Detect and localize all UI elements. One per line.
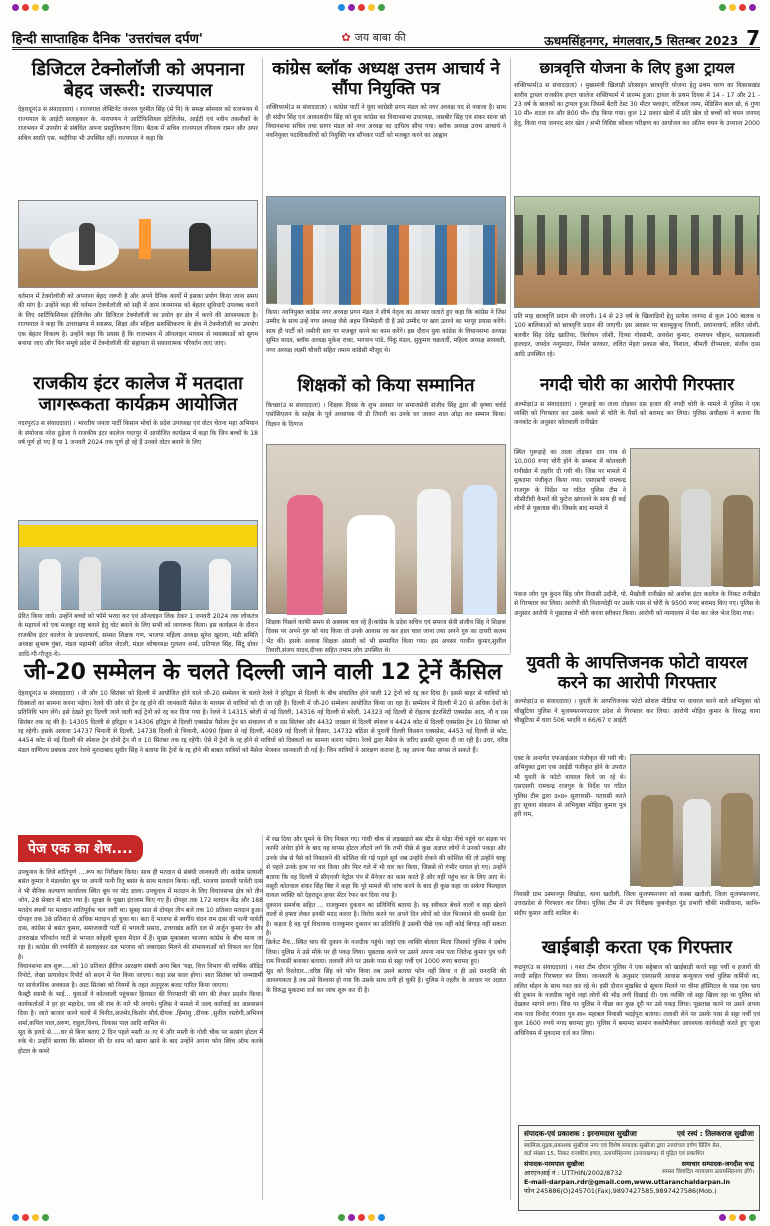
dateline-group: [544, 26, 760, 50]
color-dots-bottom-center: [338, 1214, 385, 1221]
article-forgery: [514, 938, 760, 1117]
contact-phone: फोन 245886(O)245701(Fax),9897427585,9897427586(Mob.): [524, 1187, 717, 1195]
article-body: शिक्षक पिछले काफी समय से अस्वस्थ चल रहे हैं।कांग्रेस के प्रदेश सचिव एवं समाज सेवी संजीव सिंह ने शिक्षक दिवस पर अपने गुरु को याद किया तो उनके आवास जा कर हाल चाल जाना तथा अपने गुरु का दायरी कलम भेंट की। इसके अलावा शिक्षक अंसारी को भी सम्मानित किया गया। इस अवसर परवीन कुमार,सुशील तिवारी,संजय यादव,दीपक सहित तमाम लोग उपस्थित थे।: [266, 619, 506, 655]
continued-from-page-one: [18, 835, 263, 1193]
article-body: अल्मोड़ा(उ स संवाददाता) । गुरूड़ाहे का ताला तोड़कर दस हजार की नगदी चोरी के मामले में पुलिस ने एक व्यक्ति को गिरफ्तार कर उसके कब्जे से चोरी के पैसों को बरामद कर लिया। पुलिस अधीक्षक ने बताया कि जनकोट के अनुसार कोतवाली रानीखेत: [514, 400, 760, 427]
article-body: किच्छा(उ स संवाददाता) । शिक्षक दिवस के शुभ अवसर पर समाजसेवी संजीव सिंह द्वारा श्री कृष्णा चर्चर्ड एसोसिएशन के साहेब के पूर्व अध्यापक पी डी तिवारी का उनके घर जाकर शाल ओढ़ा कर सम्मान किया। विज्ञान के दिग्गज: [266, 401, 506, 428]
sidebar-body: उपचुनाव के लिये शांतिपूर्ण ....रूप का निरीक्षण किया। साथ ही मतदान से संबंधी जानकारी ली। कांग्रेस प्रत्याशी बसंत कुमार ने मंडलसेरा बूथ पर अपनी पत्नी रितु बसंत के साथ मतदान किया। वहीं, भाजपा प्रत्याशी पार्वती दास ने भी सैनिक कल्याण कार्यालय स्थित बूथ पर वोट डाला। उपचुनाव में मतदान के लिए विधानसभा क्षेत्र को तीन जोन, 28 सेक्टर में बांटा गया है। सुरक्षा के पुख्ता इंतजाम किए गए हैं। दोपहर तक 172 मतदान केंद्र और 188 मतदेय स्थलों पर मतदान शांतिपूर्वक चल जारी था। सुबह सात से दोपहर तीन बजे तक 10 प्रतिशत मतदान हुआ। दोपहर तक 38 प्रतिशत से अधिक मतदान हो चुका था। बता दें भाजपा से स्वर्गीय चंदन राम दास की पत्नी पार्वती दास, कांग्रेस से बसंत कुमार, समाजवादी पार्टी से भगवती प्रसाद, उत्तराखंड क्रांति दल से अर्जुन कुमार देव और उत्तराखंड परिवर्तन पार्टी से भगवत कोहली चुनाव मैदान में हैं। मुख्य मुकाबला भाजपा कांग्रेस के बीच माना जा रहा है। कांग्रेस की रणनीति से सलाहकार दल भाजपा को जबरदस्त मिलने की संभावनाओं को विफल कर दिया है। विधानसभा सत्र शुरू.....को 10 प्रतिशत क्षैतिज आरक्षण संबंधी अन्य बिल 'यक्ष, वित्त विभाग की वार्षिक ऑडिट रिपोर्ट, लेखा प्रत्यावेदन रिपोर्ट को सदन में पेश किया जाएगा। कहा प्रश्न काल होगा। सात सितंबर को जन्माष्टमी पर सार्वजनिक अवकाश है। आठ सितंबर को नियमों के तहत अनुपूरक बजट पारित किया जाएगा। फैक्ट्री स्वामी के भाई... युवाओं ने कोतवाली पहुंचकर हिरासत की गिरफ्तारी की मांग की लेकर प्रदर्शन किया। कार्यकर्ताओं ने हर हर महादेव, जय श्री राम के नारे भी लगाये। पुलिस ने मामले में जल्द कार्रवाई का आश्वासन दिया है। जाते बाजार करने वालों में विनीत,अजमेर,किशोर मौर्य,दीपक ,हिमांशु ,दीपक ,सुनील रस्तोगी,अभिनव शर्मा,कपिल पाल,अरुण, राहुल,विनय, विकास पाल आदि शामिल थे। सूद के इरादे से.....घर से बिना बताए 2 दिन पहले मस्ती अाए थे और मस्ती के गोवी चौक पर सत्संग होटल में रुके थे। उन्होंने बताया कि सोमवार की देर शाम को खाना खाने के बाद उन्होंने अपना फोन स्विच ऑफ करके होटल के कमरे: [18, 869, 263, 1055]
section-rule: [18, 654, 510, 655]
editor-right: समाचार सम्पादक-जगदीश चन्द्र: [681, 1160, 754, 1168]
article-photo-case: [514, 654, 760, 747]
article-body: शक्तिफार्म(उ स संवाददाता) । कांग्रेस पार्टी ने युवा कांग्रेसी प्रगन मंडल को नगर अध्यक्ष पद से नवाजा है। साथ ही संदीप सिंह एवं आकाशदीप सिंह को युवा कांग्रेस का विधानसभा उपाध्यक्ष, जसबीर सिंह एवं शंकर साना को विधानसभा सचिव तथा सागर मंडल को नगर अध्यक्ष का दायित्व सौंपा गया। ब्लॉक अध्यक्ष उत्तम आचार्य ने नवनियुक्त पदाधिकारियों को नियुक्ति पत्र सौंपकर पार्टी को मजबूत करने का आह्वान: [266, 104, 506, 140]
motto-text: जय बाबा की: [354, 31, 406, 44]
article-body: निवासी ग्राम उस्मानपुर शिखोड़ा, थाना खतौली, जिला मुजफ्फरनगर को कस्बा खतौली, जिला मुजफ्फरनगर, उत्तरप्रदेश से गिरफ्तार कर लिया। पुलिस टीम में उप निरीक्षक कुबनोहत पुंड प्रभारी चौकी मासीधाना, कानि० संदीप कुमार आदि शामिल थे।: [514, 891, 760, 917]
contact-email: E-mail-darpan.rdr@gmail.com,www.uttaranchaldarpan.in: [524, 1178, 731, 1186]
headline: राजकीय इंटर कालेज में मतदाता जागरूकता कार्यक्रम आयोजित: [33, 373, 243, 415]
masthead: [12, 25, 760, 50]
dateline: ऊधमसिंहनगर, मंगलवार,5 सितम्बर 2023: [544, 33, 739, 48]
column-rule: [510, 690, 511, 1200]
police-arrest-photo: [630, 448, 760, 586]
headline: नगदी चोरी का आरोपी गिरफ्तार: [539, 375, 735, 395]
voter-program-photo: [18, 520, 258, 610]
owner-label: एवं रस्यं : तिलकराज सुखीजा: [676, 1129, 754, 1138]
imprint-header: [524, 1129, 754, 1141]
article-body: रूद्रपुर(उ स संवाददाता) । गश्त टीम दौरान पुलिस ने एक सट्टेबाज को खाईबाड़ी करते सट्टा पर्ची व हजारों की नगदी सहित गिरफ्तार कर लिया। जानकारी के अनुसार एसएसपी आवास कन्युवाज चर्चा पुलिस कर्मियों का, ललित मोहन के साथ गश्त कर रहे थे। इसी दौरान मुखबिर से सूचना मिलने पर चीमा हॉस्पिटल के पास एक चाय की दुकान के नजदीक पहुंचे जहां लोगों की भीड़ लगी दिखाई दी। एक व्यक्ति जो सट्टा खिला रहा था पुलिस को देखकर भागने लगा। जिस पर पुलिस ने पीछा कर कुछ दूरी पर उसे पकड़ लिया। पूछताछ करने पर उसने अपना नाम पता विनोद गंगवार पुत्र स्व० महाबल निवासी भदईपुरा बताया। तलाशी लेने पर उसके पास से सट्टा पर्ची एवं कुल 1600 रुपये नगद बरामद हुए। पुलिस ने बमामद सामान कब्जेमैलेकर आवश्यक कार्यवाही करते हुए जुआ अधिनियम में मुकदमा दर्ज कर लिया।: [514, 963, 760, 1037]
color-dots-bottom-right: [719, 1214, 756, 1221]
article-body: देहरादून(उ स संवाददाता) । राज्यपाल लेफ्टिनेंट जनरल गुरमीत सिंह (से नि) के समक्ष सोमवार को राजभवन में राज्यपाल के आईटी सलाहकार के. नारायणन ने आर्टिफिशियल इंटेलिजेंस, आईटी एवं नवीन तकनीकों के राजभवन में उपयोग से संबंधित अपना प्रस्तुतिकरण दिया। बैठक में सचिव राज्यपाल रविनाथ रामन और अपर सचिव स्वाति एस. भदौरिया भी उपस्थित रहीं। राज्यपाल ने कहा कि: [18, 106, 258, 142]
article-body: शक्तिफार्म(उ स संवाददाता) । मुख्यमंत्री खिलाड़ी प्रोत्साहन छात्रवृत्ति योजना हेतु प्रथम चरण का विकासखंड स्तरीय ट्रायल राजकीय इण्टर कालेज शक्तिफार्म में प्रारम्भ हुआ। ट्रायल के प्रथम दिवस में 14 - 17 और 21 - 23 वर्ष के बालकों का ट्रायल हुआ जिसमें बैटरी टेस्ट 30 मीटर फ्लाइंग, वर्टिकल जम्प, मेडिसिन बाल थ्रो, 6 गुणा 10 मी० शटल रन और 800 मी० दौड़ किया गया। कुल 12 प्रकार खेलों में प्रति खेल दो बच्चों को चयन जनपद हेतु, किया गया जनपद स्तर खेल / सभी विशिष्ट कौशल परीक्षण का आयोजन कर अंतिम चयन के उपरान्त 2000: [514, 82, 760, 127]
reg-row: [524, 1169, 754, 1178]
column-rule: [510, 58, 511, 654]
color-dots-right: [719, 4, 756, 11]
imprint-line: वार्ड संख्या 15, निकट राजकीय इण्टर, ऊधमसिंहनगर (उत्तराखण्ड) से मुद्रित एवं प्रकाशित: [524, 1150, 705, 1157]
headline: कांग्रेस ब्लॉक अध्यक्ष उत्तम आचार्य ने सौंपा नियुक्ति पत्र: [272, 59, 500, 99]
registration-number: आरएनआई नं : UTTHIN/2002/8732: [524, 1169, 623, 1177]
sports-trial-photo: [514, 196, 760, 308]
governor-meeting-photo: [18, 200, 258, 288]
article-body: स्थित गुरूड़ाहे का ताला तोड़कर दान पात्र से 10,000 रुपए चोरी होने के सम्बन्ध में कोतवाली रानीखेत में तहरीर दी गयी थी। जिस पर मामले में मुकदमा पंजीकृत किया गया। एसएसपी रामचन्द्र राजगुरु के निर्देश पर गठित पुलिस टीम ने सीसीटीवी कैमरों की फुटेज खंगालने के साथ ही कई लोगों से पूछताछ की। जिसके बाद मामले में: [514, 449, 626, 513]
article-body: एक्ट के अन्तर्गत एफआईआर पंजीकृत की गयी थी। अभियुक्त द्वारा एक आईडी पंजीकृत होने के उपरांत भी युवती के फोटो वायरल किये जा रहे थे। एसएसपी रामचन्द्र राजगुरु के निर्देश पर गठित पुलिस टीम द्वारा उ०प्र० सुराग़रसी- पतारसी करते हुए सूचना संकलन से अभियुक्त मोहित कुमार पुत्र हरी राम,: [514, 755, 626, 819]
article-teachers: [266, 376, 506, 439]
publisher-label: संपादक-एवं प्रकाशक : इरनामदास सुखीजा: [524, 1129, 637, 1138]
page-number: 7: [746, 25, 760, 50]
headline: छात्रवृत्ति योजना के लिए हुआ ट्रायल: [539, 59, 735, 77]
imprint-box: [518, 1125, 760, 1211]
accused-arrest-photo: [630, 754, 760, 886]
legal-note: समस्त विवादित न्यायालय ऊधमसिंहनगर होंगे।: [661, 1169, 754, 1175]
article-digital: [18, 60, 258, 199]
headline: खाईबाड़ी करता एक गिरफ्तार: [541, 937, 733, 958]
article-body: गदरपुर(उ स संवाददाता) । भारतीय जनता पार्टी किसान मोर्चा के प्रदेश उपाध्यक्ष एवं वोटर चेतना महा अभियान के संयोजक नरेश ठुड़ेजा ने राजकीय इंटर कालेज गदरपुर में आयोजित कार्यक्रम में कहा कि जिन बच्चों के 18 वर्ष पूर्ण हो गए हैं या 1 जनवरी 2024 तक पूर्ण हो रहे हैं उनको वोटर बनाने के लिए: [18, 420, 258, 447]
article-body: प्रति माह छात्रवृत्ति प्रदान की जाएगी। 14 से 23 वर्ष के खिलाड़ियों हेतु प्रत्येक जनपद से कुल 100 बालक व 100 बालिकाओं को छात्रवृत्ति प्रदान की जाएगी। इस अवसर पर बालमुकुन्द तिवारी, प्रधानाचार्य, ललित जोशी, बलवीर सिंह देवेंद्र खातिया, त्रिलोचन जोशी, दिव्या गोस्वामी, अवधेश कुमार, रामवचन चौहान, सत्यप्रकाशी हालदार, जयदेव नन्दुमदार, निर्मल सरकार, ललित मेहरा प्रकाश बोरा, विशाल, श्रीमती दीपमाला, संजीव दास आदि उपस्थित रहे।: [514, 313, 760, 358]
color-dots-bottom-left: [12, 1214, 49, 1221]
color-dots-left: [12, 4, 49, 11]
teacher-honour-photo: [266, 444, 506, 614]
flower-icon: ✿: [341, 31, 351, 44]
continuation-body: में रख दिया और घूमने के लिए निकल गए। गांधी चौक से लड़खड़ाते बस स्टैंड से थोड़ा नीचे पहुंचे घर सड़क पर काफी अंधेरा होने के बाद वह वापस होटल लौटने लगे कि तभी पीछे से कुछ अज्ञात लोगों ने उनको पकड़ा और उनके जेब से पैसे को निकालने की कोशिश की गई पहले सूर्य जब उन्होंने रोकने की कोशिश की तो उन्होंने चाकू से पहले उनके हाथ पर वार किया और फिर गले में भी वार कर किया, जिससे वो गंभीर घायल हो गए। उन्होंने बताया कि वह दिल्ली में सीएनजी पेट्रोल पंप में मैनेजर का काम करते हैं और वहीं पहुंच कर के लिए आए थे। मसूरी कोतवाल शंकर सिंह बिष्ट ने कहा कि पूरे मामले की जांच करने के बाद ही कुछ कहा जा सकेगा फिलहाल घायल व्यक्ति को देहरादून हायर सेंटर रेफर कर दिया गया है। दुकरान समर्थक सहित ... राजकुमार दुकरान का प्रतिनिधि बताया है। वह स्वीकार बेचने वालों व सट्टा खेलने वालों से हफ्ता लेकर इनकी मदद करता है। विरोध करने पर अपने दिन लोगों को जेल भिजवाने की धमकी देता है। कहता है वह पूर्व विधायक राजकुमार दुकरान का प्रतिनिधि है उसकी पीछे एक नहीं कोई बिगाड़ नहीं सकता है। क्रिकेट मैच...स्थित चाय की दुकान के नजदीक पहुंचे। जहां एक व्यक्ति बोलता मिला जिसको पुलिस ने दबोच लिया। पुलिस ने उसे मौके पर ही पकड़ लिया। पूछताछ करने पर उसने अपना नाम पता जितेन्द्र कुमार पुत्र धनी राम निवासी बनाकर बताया। तलाशी लेने पर उसके पास से सट्टा पर्ची एवं 1000 रुपए बरामद हुए। सूद को रिश्तेदार...वरिष्ठ सिंह को फोन किया तब उसने बताया फोन नहीं किया न ही उसे धनराशि की आवश्यकता है तब उसे विश्वास हो गया कि उसके साथ ठगी हो चुकी है। पुलिस ने तहरीर के आधार पर अज्ञात के विरुद्ध मुकदमा दर्ज कर जांच शुरू कर दी है।: [266, 836, 506, 994]
editor-row: [524, 1160, 754, 1169]
column-rule: [262, 58, 263, 644]
article-body: किया। नवनियुक्त कांग्रेस नगर अध्यक्ष प्रगन मंडल ने शीर्ष नेतृत्व का आभार जताते हुए कहा कि कांग्रेस ने जिस उम्मीद के साथ उन्हें नगर अध्यक्ष जैसे अहम जिम्मेदारी दी है उसे उम्मीद पर खरा उतरने का भरपूर प्रयास करेंगे। साथ ही पार्टी को जमीनी स्तर पर मजबूत करने का काम करेंगे। इस दौरान युवा कांग्रेस के विधानसभा अध्यक्ष सुमित यादव, ब्लॉक अध्यक्ष मुकेश राका, भगवान पांडे, पिंकू मंडल, सुकुमार चक्रवर्ती, महिला अध्यक्ष सरस्वती, नगर अध्यक्ष लक्ष्मी चौधरी सहित तमाम कांग्रेसी मौजूद थे।: [266, 309, 506, 354]
sidebar-title: पेज एक का शेष....: [18, 835, 143, 862]
paper-name: हिन्दी साप्ताहिक दैनिक 'उत्तरांचल दर्पण': [12, 31, 203, 47]
article-body: पंकज जोग पुत्र कुंदन सिंह जोग निवासी उदौनी, पो. मैखोली रानीखेत को अशोक इंटर कालेज के निकट रानीखेत से गिरफ्तार कर लिया। आरोपी की निशानदेही पर उसके पास से चोरी के 9500 रुपए बरामद किए गए। पुलिस के अनुसार आरोपी ने पूछताछ में चोरी करना स्वीकार किया। आरोपी को न्यायालय में पेश कर जेल भेज दिया गया।: [514, 591, 760, 617]
headline: शिक्षकों को किया सम्मानित: [297, 375, 475, 396]
article-theft: [514, 376, 760, 440]
article-body: प्रेरित किया जाये। उन्होंने बच्चों को फॉर्म भरवा कर एवं ऑनलाइन लिंक देकर 1 जनवरी 2024 तक लोकतंत्र के महापर्व को एक मजबूत राष्ट्र बनाने हेतु वोट बनाने के लिए सभी को जागरूक किया। इस कार्यक्रम के दौरान राजकीय इंटर कालेज के प्रधानाचार्य, समस्त शिक्षक गण, भाजपा महिला अध्यक्ष सुरेश खुराना, मंडी समिति अध्यक्ष सुभाष गुंबर, मंडल महामंत्री अनिल जेटली, मंडल कोषाध्यक्ष गुलशन शर्मा, प्रतिपाल सिंह, सिंटू ग्रोवर: [18, 613, 258, 649]
headline: डिजिटल टेक्नोलॉजी को अपनाना बेहद जरूरी: राज्यपाल: [31, 59, 245, 101]
headline: जी-20 सम्मेलन के चलते दिल्ली जाने वाली 12 ट्रेनें कैंसिल: [24, 660, 502, 685]
headline: युवती के आपत्तिजनक फोटो वायरल करने का आरोपी गिरफ्तार: [526, 653, 748, 693]
article-g20: [18, 660, 508, 829]
motto: [341, 30, 405, 45]
article-congress: [266, 60, 506, 189]
color-dots-center: [338, 4, 385, 11]
congress-group-photo: [266, 196, 506, 304]
article-body: अल्मोड़ा(उ स संवाददाता) । युवती के आपत्तिजनक फोटो सोशल मीडिया पर वायरल करने वाले अभियुक्त को चौखुटिया पुलिस ने मुजफ्फरनगरउत्तर प्रदेश से गिरफ्तार कर लिया। आरोपी मोहित कुमार के विरुद्ध थाना चौखुटिया में धारा 506 भादवि व 66/67 ए आईटी: [514, 698, 760, 724]
article-body: वर्तमान में टेक्नोलॉजी को अपनाना बेहद जरूरी है और अपने दैनिक कार्यों में इसका प्रयोग किया जाना समय की मांग है। उन्होंने कहा की वर्तमान टेक्नोलॉजी को सही में आम जनमानस को बेहतर सुविधाएँ उपलब्ध कराने के लिए आर्टिफिशियल इंटेलिजेंस और डिजिटल टेक्नोलॉजी का प्रयोग हर क्षेत्र में करने की आवश्यकता है। राज्यपाल ने कहा कि उत्तराखण्ड में स्वास्थ्य, शिक्षा और महिला सशक्तिकरण के क्षेत्र में टेक्नोलॉजी का उपयोग एक बेहतर विकल्प है। उन्होंने कहा कि प्रयास है कि राजभवन में ऑनलाइन माध्यम से व्यवस्थाओं को सुगम बनाया जाए और फिर समूचे प्रदेश में टेक्नोलॉजी की सहायता से सकारात्मक परिवर्तन लाए जाए।: [18, 293, 258, 348]
article-body: देहरादून(उ स संवाददाता) । नौ और 10 सितंबर को दिल्ली में आयोजित होने वाले जी-20 सम्मेलन के चलते रेलवे ने हरिद्वार से दिल्ली के बीच संचालित होने वाली 12 ट्रेनों को रद्द कर दिया है। इससे बाहर से यात्रियों को दिक्कतों का सामना करना पड़ेगा। रेलवे की ओर से ट्रेन रद्द होने की जानकारी मैसेज के माध्यम से यात्रियों को दी जा रही है। दिल्ली में जी-20 सम्मेलन आयोजित किया जा रहा है। सम्मेलन में दिल्ली में 20 से अधिक देशों के प्रतिनिधि भाग लेंगे। इसे देखते हुए दिल्ली जाने वाली कई ट्रेनों को रद्द कर दिया गया है। रेलवे ने 14315 बरेली से नई दिल्ली, 14316 नई दिल्ली से बरेली, 14323 नई दिल्ली से रोहतक इंटरसिटी एक्सप्रेस आठ, नौ व दस सितंबर तक रद्द की है। 14305 दिल्ली से हरिद्वार व 14306 हरिद्वार से दिल्ली एक्सप्रेस पैसेंजर ट्रेन का संचालन नौ व दस सितंबर और 4432 जाखल से दिल्ली स्पेशल व 4424 कोट से दिल्ली एक्सप्रेस ट्रेन 10 सितंबर को रद्द रहेगी। इसके अलावा 14737 भिवानी से दिल्ली, 14738 दिल्ली से भिवानी, 4090 हिसार से नई दिल्ली, 4089 नई दिल्ली से हिसार, 14732 बठिंडा से पुरानी दिल्ली किसान एक्सप्रेस, 4453 नई दिल्ली से कोट, 4454 कोट से नई दिल्ली की स्पेशल ट्रेन दोनों ट्रेन नौ व 10 सितंबर तक रद्द रहेंगी। ऐसे में ट्रेनों के रद्द होने से यात्रियों को दिक्कतों का सामना करना पड़ेगा। रेलवे द्वारा मैसेज के जरिए इसकी सूचना दी जा रही है। उधर, वरिष्ठ मंडल वाणिज्य प्रबंधक उत्तर रेलवे मुरादाबाद सुधीर सिंह ने बताया कि ट्रेनों के रद्द होने की बाबत यात्रियों को मैसेज भेजकर जानकारी दी गई है। जिन यात्रियों ने आरक्षण कराया है, वह अपना पैसा वापस ले सकते हैं।: [18, 690, 508, 754]
article-voter: [18, 374, 258, 485]
article-scholarship: [514, 60, 760, 175]
editor-left: संपादक-परमपाल सुखीजा: [524, 1160, 585, 1168]
imprint-line: स्वामित्व,मुद्रक,प्रकाशक सुखीजा नगर एवं विशेष संपादक सुखीजा द्वारा उत्तरांचल दर्पण प्रिंटिंग प्रेस,: [524, 1143, 722, 1149]
